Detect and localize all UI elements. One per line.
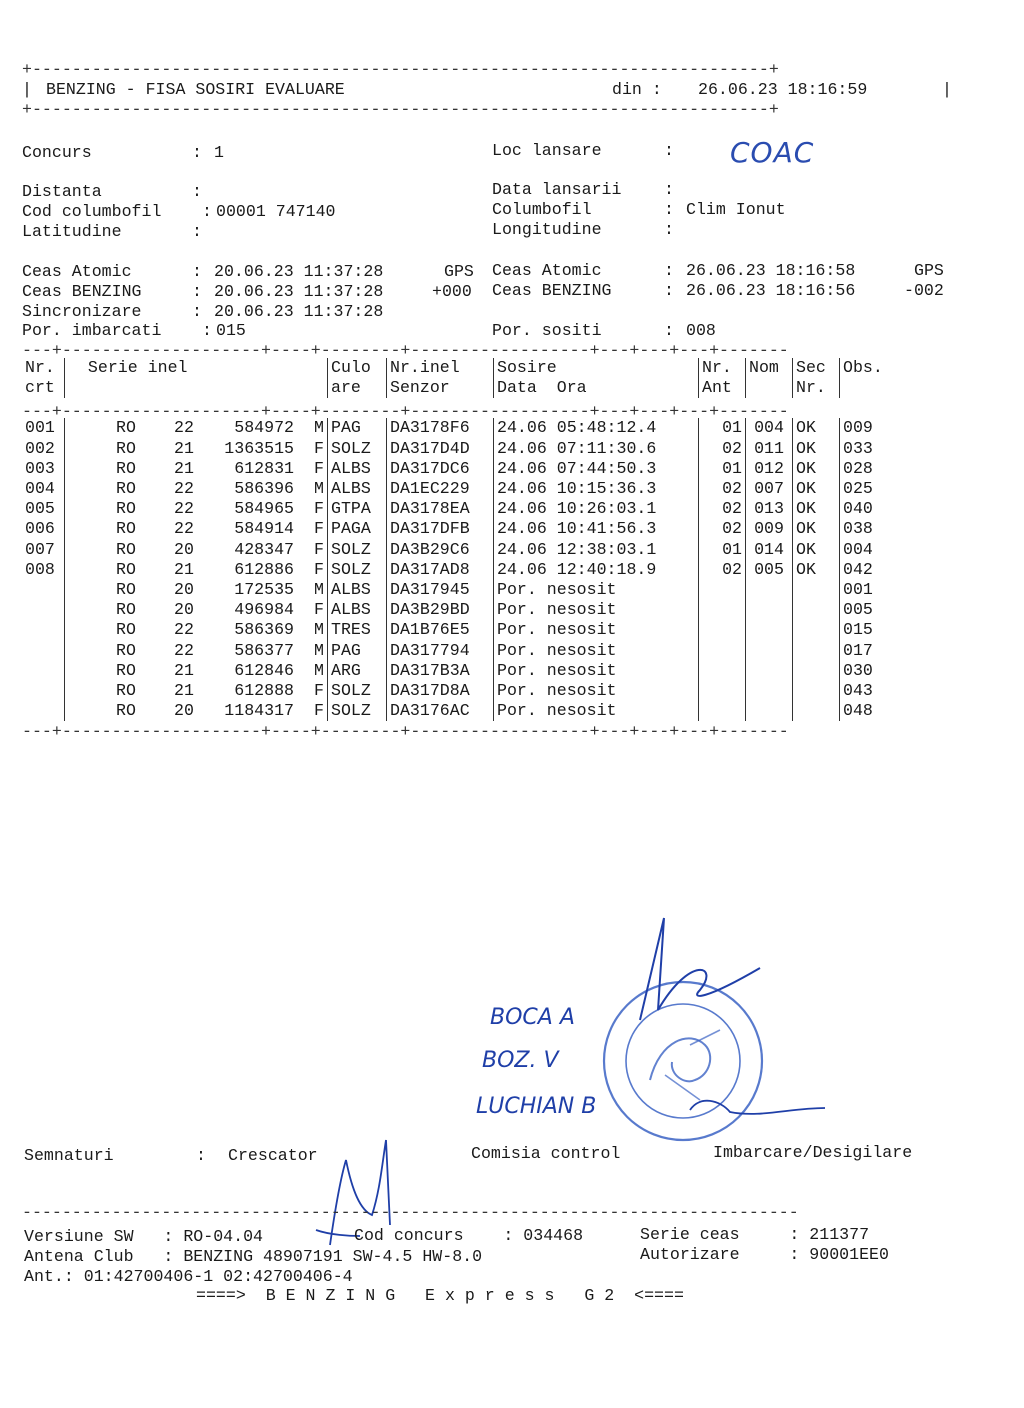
cell-culoare: GTPA <box>328 499 387 519</box>
ring-sex: F <box>314 499 324 519</box>
footer-serie-ceas: Serie ceas : 211377 <box>640 1225 870 1244</box>
cell-senzor: DA317794 <box>387 641 494 661</box>
cell-senzor: DA317DC6 <box>387 459 494 479</box>
ring-country: RO <box>116 701 136 721</box>
cell-obs: 028 <box>843 458 873 478</box>
cod-columbofil-sep: : <box>202 202 212 221</box>
cell-sosire: 24.06 07:11:30.6 <box>494 439 699 459</box>
cell-obs: 005 <box>843 600 873 620</box>
cell-obs: 042 <box>843 559 873 579</box>
cell-sosire: 24.06 07:44:50.3 <box>494 459 699 479</box>
cell-nom: 012 <box>746 459 793 479</box>
concurs-label: Concurs <box>22 143 92 162</box>
th-data-ora: Data Ora <box>494 378 699 398</box>
ceas-benzing-end-extra: -002 <box>904 281 944 300</box>
cell-obs: 017 <box>843 640 873 660</box>
cell-obs: 030 <box>843 660 873 680</box>
cell-sosire: Por. nesosit <box>494 701 699 721</box>
ring-sex: M <box>314 660 324 680</box>
cell-senzor: DA1EC229 <box>387 479 494 499</box>
th-nr-inel: Nr.inel <box>387 358 494 378</box>
ceas-atomic-end-label: Ceas Atomic <box>492 261 602 280</box>
cell-culoare: ALBS <box>328 479 387 499</box>
cell-obs: 033 <box>843 438 873 458</box>
cell-senzor: DA3178F6 <box>387 418 494 438</box>
ceas-atomic-start-label: Ceas Atomic <box>22 262 132 281</box>
ring-ring: 584972 <box>234 418 294 438</box>
cell-sosire: Por. nesosit <box>494 580 699 600</box>
cell-sosire: 24.06 12:38:03.1 <box>494 540 699 560</box>
distanta-sep: : <box>192 182 202 201</box>
ring-sex: F <box>314 458 324 478</box>
distanta-label: Distanta <box>22 182 102 201</box>
ring-year: 21 <box>174 458 194 478</box>
footer-brand: ====> B E N Z I N G E x p r e s s G 2 <==== <box>196 1286 684 1305</box>
ring-country: RO <box>116 519 136 539</box>
ceas-atomic-start-extra: GPS <box>444 262 474 281</box>
footer-versiune: Versiune SW : RO-04.04 <box>24 1227 263 1246</box>
cell-nom: 014 <box>746 540 793 560</box>
loc-lansare-label: Loc lansare <box>492 141 602 160</box>
clock-sep: : <box>664 321 674 340</box>
th-nr-ant: Nr. <box>699 358 746 378</box>
signature-commission <box>640 918 760 1020</box>
ring-sex: M <box>314 479 324 499</box>
ring-country: RO <box>116 681 136 701</box>
ring-year: 22 <box>174 479 194 499</box>
cell-senzor: DA317B3A <box>387 661 494 681</box>
cell-nom: 011 <box>746 439 793 459</box>
table-bottom-rule: ---+--------------------+----+--------+------------------+---+---+---+------- <box>22 722 789 741</box>
ring-country: RO <box>116 580 136 600</box>
ring-ring: 586396 <box>234 479 294 499</box>
ring-year: 20 <box>174 701 194 721</box>
ring-year: 21 <box>174 438 194 458</box>
cell-sosire: Por. nesosit <box>494 641 699 661</box>
cell-culoare: PAGA <box>328 519 387 539</box>
ring-country: RO <box>116 479 136 499</box>
ring-ring: 428347 <box>234 539 294 559</box>
cell-sec: OK <box>793 519 840 539</box>
ring-ring: 612831 <box>234 458 294 478</box>
ceas-benzing-start-label: Ceas BENZING <box>22 282 142 301</box>
ring-ring: 612886 <box>234 559 294 579</box>
cell-sec: OK <box>793 459 840 479</box>
ceas-benzing-end-label: Ceas BENZING <box>492 281 612 300</box>
cell-culoare: ALBS <box>328 580 387 600</box>
imbarcare-label: Imbarcare/Desigilare <box>713 1143 913 1162</box>
ring-country: RO <box>116 660 136 680</box>
cell-obs: 048 <box>843 701 873 721</box>
ring-year: 22 <box>174 640 194 660</box>
cell-obs: 043 <box>843 681 873 701</box>
latitudine-label: Latitudine <box>22 222 122 241</box>
ring-year: 21 <box>174 660 194 680</box>
cell-nr: 001 <box>22 418 65 438</box>
header-border-bottom: +--------------------------------------------------------------------------+ <box>22 100 779 119</box>
clock-sep: : <box>192 282 202 301</box>
th-crt: crt <box>22 378 65 398</box>
por-imbarcati-label: Por. imbarcati <box>22 321 162 340</box>
ring-sex: M <box>314 640 324 660</box>
ring-sex: F <box>314 600 324 620</box>
footer-antena-club: Antena Club : BENZING 48907191 SW-4.5 HW-8.0 <box>24 1247 483 1266</box>
ring-ring: 584965 <box>234 499 294 519</box>
cell-obs: 025 <box>843 479 873 499</box>
ring-country: RO <box>116 458 136 478</box>
header-border-top: +--------------------------------------------------------------------------+ <box>22 60 779 79</box>
cell-senzor: DA317D8A <box>387 681 494 701</box>
por-sositi-value: 008 <box>686 321 716 340</box>
cell-senzor: DA317AD8 <box>387 560 494 580</box>
cell-sosire: Por. nesosit <box>494 681 699 701</box>
data-lansarii-sep: : <box>664 180 674 199</box>
cell-obs: 040 <box>843 499 873 519</box>
cell-sec: OK <box>793 439 840 459</box>
cell-senzor: DA3176AC <box>387 701 494 721</box>
cell-senzor: DA3178EA <box>387 499 494 519</box>
ring-sex: F <box>314 519 324 539</box>
ring-year: 20 <box>174 539 194 559</box>
ring-ring: 586369 <box>234 620 294 640</box>
cell-culoare: SOLZ <box>328 701 387 721</box>
round-stamp <box>604 982 762 1140</box>
ring-year: 22 <box>174 620 194 640</box>
cod-columbofil-value: 00001 747140 <box>216 202 336 221</box>
ring-country: RO <box>116 640 136 660</box>
columbofil-value: Clim Ionut <box>686 200 786 219</box>
cell-nr: 008 <box>22 560 65 580</box>
cell-culoare: SOLZ <box>328 560 387 580</box>
cod-columbofil-label: Cod columbofil <box>22 202 162 221</box>
header-bar-left: | <box>22 80 32 99</box>
cell-sosire: Por. nesosit <box>494 661 699 681</box>
ring-sex: M <box>314 418 324 438</box>
footer-rule: ------------------------------------------------------------------------------ <box>22 1203 799 1222</box>
concurs-sep: : <box>192 143 202 162</box>
cell-senzor: DA3B29BD <box>387 600 494 620</box>
clock-sep: : <box>664 261 674 280</box>
ring-sex: M <box>314 620 324 640</box>
clock-sep: : <box>192 302 202 321</box>
ceas-atomic-end-extra: GPS <box>914 261 944 280</box>
ring-year: 22 <box>174 519 194 539</box>
ring-country: RO <box>116 418 136 438</box>
cell-sosire: Por. nesosit <box>494 600 699 620</box>
cell-senzor: DA317945 <box>387 580 494 600</box>
loc-lansare-sep: : <box>664 141 674 160</box>
cell-culoare: ARG <box>328 661 387 681</box>
ring-country: RO <box>116 620 136 640</box>
cell-nr: 004 <box>22 479 65 499</box>
cell-culoare: SOLZ <box>328 540 387 560</box>
clock-sep: : <box>664 281 674 300</box>
handwritten-loc-lansare: COAC <box>730 136 815 169</box>
th-are: are <box>328 378 387 398</box>
th-senzor: Senzor <box>387 378 494 398</box>
cell-sosire: Por. nesosit <box>494 620 699 640</box>
ring-year: 20 <box>174 600 194 620</box>
por-imbarcati-value: 015 <box>216 321 246 340</box>
th-sosire: Sosire <box>494 358 699 378</box>
cell-nr: 003 <box>22 459 65 479</box>
cell-sosire: 24.06 12:40:18.9 <box>494 560 699 580</box>
cell-culoare: TRES <box>328 620 387 640</box>
cell-culoare: PAG <box>328 641 387 661</box>
ring-ring: 612888 <box>234 681 294 701</box>
semnaturi-sep: : <box>196 1146 206 1165</box>
ring-ring: 1363515 <box>224 438 294 458</box>
cell-ant: 02 <box>699 499 746 519</box>
cell-culoare: PAG <box>328 418 387 438</box>
ring-sex: F <box>314 701 324 721</box>
ring-country: RO <box>116 559 136 579</box>
cell-culoare: ALBS <box>328 459 387 479</box>
concurs-value: 1 <box>214 143 224 162</box>
table-header-rule: ---+--------------------+----+--------+------------------+---+---+---+------- <box>22 402 789 421</box>
cell-ant: 01 <box>699 540 746 560</box>
cell-nom: 004 <box>746 418 793 438</box>
cell-obs: 038 <box>843 519 873 539</box>
ring-sex: M <box>314 580 324 600</box>
cell-ant: 02 <box>699 439 746 459</box>
th-sec-nr: Nr. <box>793 378 840 398</box>
th-serie-inel-text: Serie inel <box>87 358 188 377</box>
report-datetime: 26.06.23 18:16:59 <box>698 80 868 99</box>
cell-sec: OK <box>793 418 840 438</box>
report-title: BENZING - FISA SOSIRI EVALUARE <box>46 80 345 99</box>
cell-sec: OK <box>793 540 840 560</box>
ceas-atomic-start-value: 20.06.23 11:37:28 <box>214 262 384 281</box>
cell-sosire: 24.06 10:15:36.3 <box>494 479 699 499</box>
por-sositi-label: Por. sositi <box>492 321 602 340</box>
cell-obs: 001 <box>843 580 873 600</box>
ring-year: 22 <box>174 499 194 519</box>
ceas-benzing-start-value: 20.06.23 11:37:28 <box>214 282 384 301</box>
ring-ring: 612846 <box>234 660 294 680</box>
ring-year: 22 <box>174 418 194 438</box>
report-din-label: din : <box>612 80 662 99</box>
ceas-atomic-end-value: 26.06.23 18:16:58 <box>686 261 856 280</box>
cell-senzor: DA317DFB <box>387 519 494 539</box>
cell-ant: 01 <box>699 418 746 438</box>
th-nr: Nr. <box>22 358 65 378</box>
ring-year: 21 <box>174 559 194 579</box>
cell-senzor: DA3B29C6 <box>387 540 494 560</box>
columbofil-label: Columbofil <box>492 200 592 219</box>
cell-nr: 006 <box>22 519 65 539</box>
cell-culoare: SOLZ <box>328 439 387 459</box>
footer-cod-concurs: Cod concurs : 034468 <box>354 1226 584 1245</box>
th-ant: Ant <box>699 378 746 398</box>
cell-nr: 002 <box>22 439 65 459</box>
data-lansarii-label: Data lansarii <box>492 180 622 199</box>
ring-country: RO <box>116 539 136 559</box>
handwritten-name-2: BOZ. V <box>482 1048 559 1073</box>
ring-sex: F <box>314 438 324 458</box>
ring-ring: 496984 <box>234 600 294 620</box>
cell-obs: 009 <box>843 418 873 438</box>
ceas-benzing-start-extra: +000 <box>432 282 472 301</box>
cell-nr: 005 <box>22 499 65 519</box>
cell-sosire: 24.06 10:26:03.1 <box>494 499 699 519</box>
ring-sex: F <box>314 559 324 579</box>
handwritten-name-3: LUCHIAN B <box>476 1094 597 1119</box>
ring-sex: F <box>314 681 324 701</box>
ring-country: RO <box>116 499 136 519</box>
ring-year: 20 <box>174 580 194 600</box>
longitudine-label: Longitudine <box>492 220 602 239</box>
cell-nr: 007 <box>22 540 65 560</box>
cell-senzor: DA1B76E5 <box>387 620 494 640</box>
ring-sex: F <box>314 539 324 559</box>
ring-ring: 172535 <box>234 580 294 600</box>
cell-nom: 005 <box>746 560 793 580</box>
ring-ring: 586377 <box>234 640 294 660</box>
cell-ant: 02 <box>699 560 746 580</box>
ring-year: 21 <box>174 681 194 701</box>
longitudine-sep: : <box>664 220 674 239</box>
footer-antenna-ids: Ant.: 01:42700406-1 02:42700406-4 <box>24 1267 353 1286</box>
cell-sosire: 24.06 05:48:12.4 <box>494 418 699 438</box>
crescator-label: Crescator <box>228 1146 318 1165</box>
footer-autorizare: Autorizare : 90001EE0 <box>640 1245 889 1264</box>
th-nom: Nom <box>746 358 793 378</box>
latitudine-sep: : <box>192 222 202 241</box>
sincronizare-value: 20.06.23 11:37:28 <box>214 302 384 321</box>
clock-sep: : <box>202 321 212 340</box>
ceas-benzing-end-value: 26.06.23 18:16:56 <box>686 281 856 300</box>
cell-sec: OK <box>793 560 840 580</box>
cell-culoare: SOLZ <box>328 681 387 701</box>
cell-sec: OK <box>793 499 840 519</box>
ring-ring: 584914 <box>234 519 294 539</box>
cell-sec: OK <box>793 479 840 499</box>
cell-ant: 02 <box>699 479 746 499</box>
cell-nom: 009 <box>746 519 793 539</box>
columbofil-sep: : <box>664 200 674 219</box>
cell-obs: 004 <box>843 539 873 559</box>
clock-sep: : <box>192 262 202 281</box>
header-bar-right: | <box>942 80 952 99</box>
cell-ant: 02 <box>699 519 746 539</box>
handwritten-name-1: BOCA A <box>490 1005 575 1030</box>
cell-senzor: DA317D4D <box>387 439 494 459</box>
ring-country: RO <box>116 600 136 620</box>
th-sec: Sec <box>793 358 840 378</box>
cell-sosire: 24.06 10:41:56.3 <box>494 519 699 539</box>
ring-country: RO <box>116 438 136 458</box>
comisia-control-label: Comisia control <box>471 1144 621 1163</box>
th-obs: Obs. <box>843 358 883 377</box>
table-top-rule: ---+--------------------+----+--------+------------------+---+---+---+------- <box>22 341 789 360</box>
cell-ant: 01 <box>699 459 746 479</box>
semnaturi-label: Semnaturi <box>24 1146 114 1165</box>
cell-obs: 015 <box>843 620 873 640</box>
sincronizare-label: Sincronizare <box>22 302 142 321</box>
cell-nom: 013 <box>746 499 793 519</box>
cell-culoare: ALBS <box>328 600 387 620</box>
cell-nom: 007 <box>746 479 793 499</box>
ring-ring: 1184317 <box>224 701 294 721</box>
th-culoare: Culo <box>328 358 387 378</box>
